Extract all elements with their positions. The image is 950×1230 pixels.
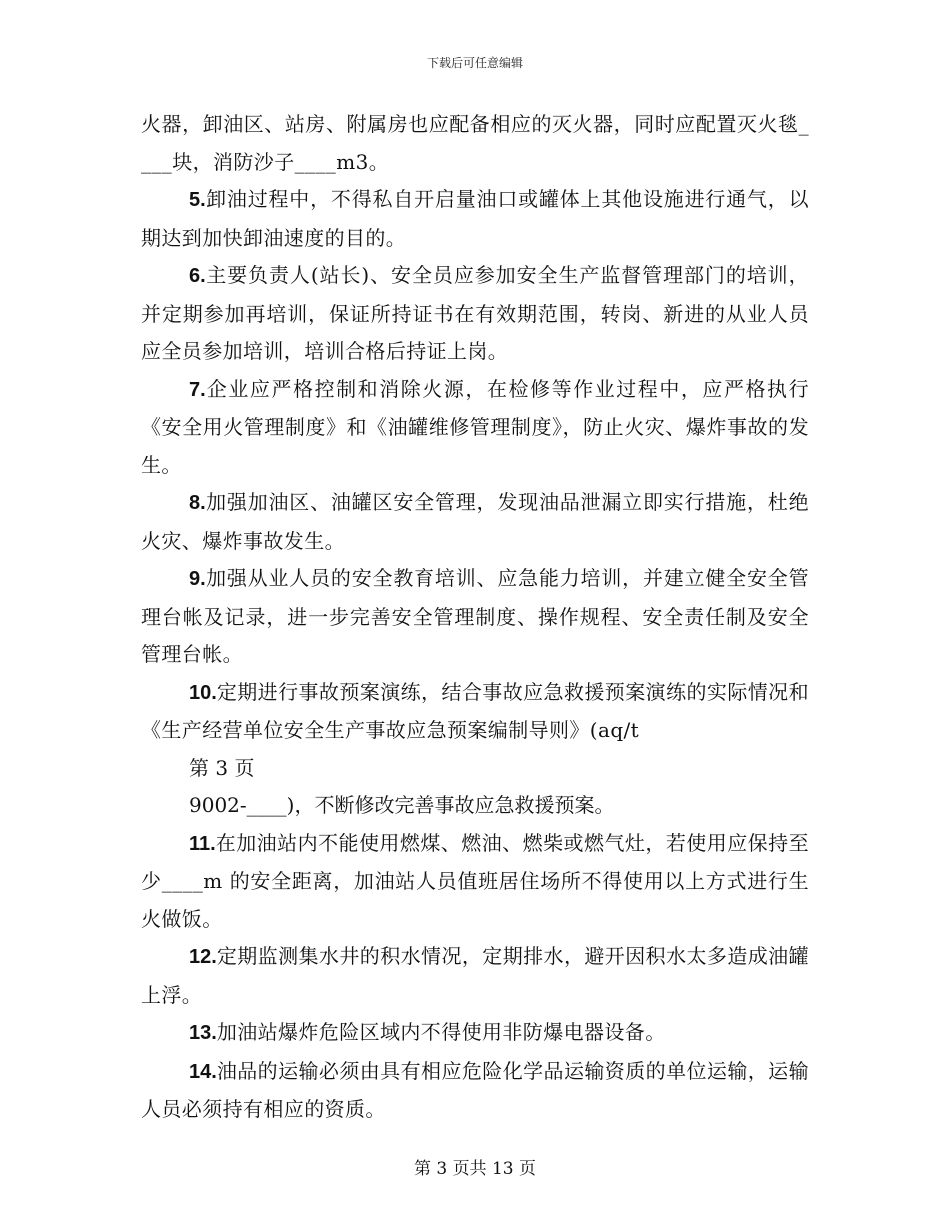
- paragraph-text: 卸油过程中，不得私自开启量油口或罐体上其他设施进行通气，以期达到加快卸油速度的目的。: [141, 187, 809, 250]
- document-body: [141, 106, 809, 1129]
- paragraph-item-5: [141, 181, 809, 257]
- paragraph-text: 加强加油区、油罐区安全管理，发现油品泄漏立即实行措施，杜绝火灾、爆炸事故发生。: [141, 490, 809, 553]
- paragraph-item-9: [141, 560, 809, 674]
- item-number: 9.: [189, 568, 206, 590]
- paragraph-text: 企业应严格控制和消除火源，在检修等作业过程中，应严格执行《安全用火管理制度》和《油罐维修管理制度》，防止火灾、爆炸事故的发生。: [141, 376, 809, 477]
- paragraph-continuation: 9002-____)，不断修改完善事故应急救援预案。: [189, 793, 615, 817]
- item-number: 8.: [189, 492, 206, 514]
- page-header: 下载后可任意编辑: [426, 56, 523, 70]
- paragraph-item-11: [141, 825, 809, 939]
- paragraph-continued: [141, 106, 809, 181]
- paragraph-text: 加油站爆炸危险区域内不得使用非防爆电器设备。: [216, 1020, 666, 1044]
- paragraph-text: 定期监测集水井的积水情况，定期排水，避开因积水太多造成油罐上浮。: [141, 944, 809, 1007]
- paragraph-item-10: [141, 674, 809, 750]
- item-number: 13.: [189, 1022, 217, 1044]
- paragraph-item-6: [141, 257, 809, 371]
- paragraph-text: 定期进行事故预案演练，结合事故应急救援预案演练的实际情况和《生产经营单位安全生产事故应急预案编制导则》(aq/t: [141, 679, 809, 742]
- paragraph-text: 加强从业人员的安全教育培训、应急能力培训，并建立健全安全管理台帐及记录，进一步完善安全管理制度、操作规程、安全责任制及安全管理台帐。: [141, 566, 809, 666]
- paragraph-item-8: [141, 484, 809, 560]
- inline-page-label: 第 3 页: [189, 755, 255, 780]
- page-footer: 第 3 页共 13 页: [413, 1159, 537, 1179]
- paragraph-item-14: [141, 1053, 809, 1129]
- paragraph-item-13: [141, 1014, 809, 1053]
- paragraph-item-12: [141, 938, 809, 1014]
- paragraph-text: 在加油站内不能使用燃煤、燃油、燃柴或燃气灶，若使用应保持至少____m 的安全距离，加油站人员值班居住场所不得使用以上方式进行生火做饭。: [141, 830, 809, 931]
- item-number: 10.: [189, 681, 217, 704]
- item-number: 7.: [189, 378, 206, 401]
- paragraph-item-7: [141, 371, 809, 485]
- item-number: 14.: [189, 1060, 217, 1083]
- paragraph-text: 火器，卸油区、站房、附属房也应配备相应的灭火器，同时应配置灭火毯____块，消防沙子____m3。: [141, 112, 809, 174]
- item-number: 11.: [189, 832, 216, 855]
- item-number: 12.: [189, 946, 217, 968]
- paragraph-text: 主要负责人(站长)、安全员应参加安全生产监督管理部门的培训，并定期参加再培训，保证所持证书在有效期范围，转岗、新进的从业人员应全员参加培训，培训合格后持证上岗。: [141, 263, 809, 363]
- item-number: 6.: [189, 265, 206, 287]
- item-number: 5.: [189, 189, 206, 211]
- paragraph-text: 油品的运输必须由具有相应危险化学品运输资质的单位运输，运输人员必须持有相应的资质。: [141, 1058, 809, 1121]
